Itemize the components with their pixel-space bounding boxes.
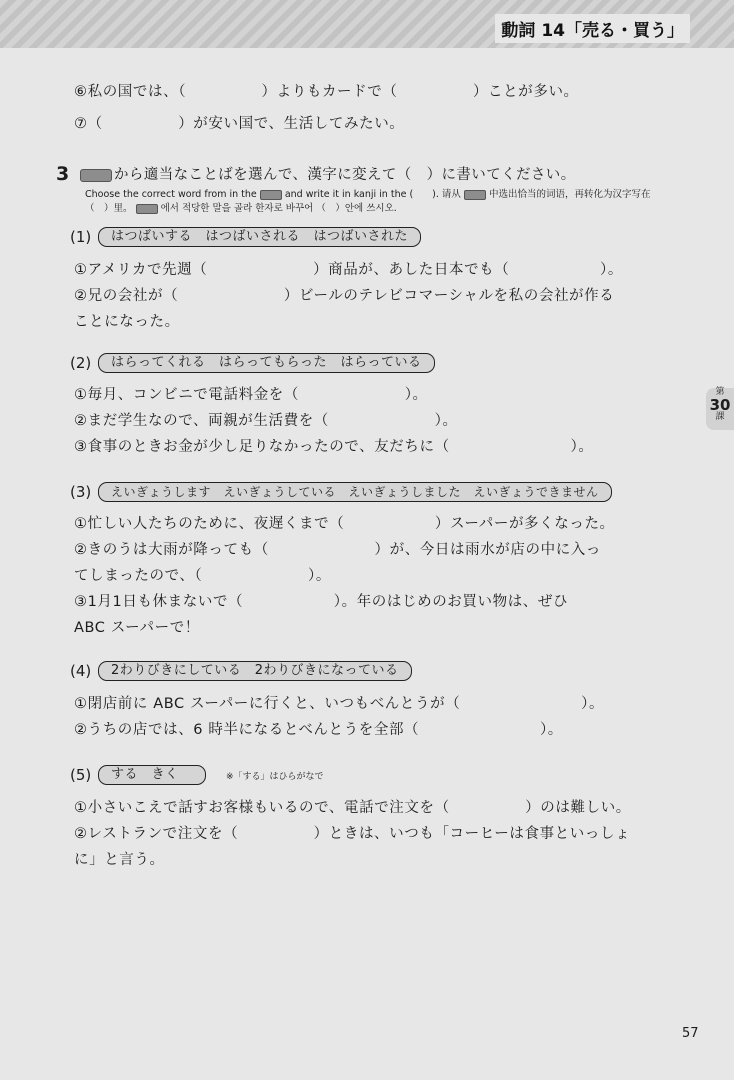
translation-text: and write it in kanji in the ( ). 请从 [284, 189, 461, 200]
instruction-translation-en [85, 186, 651, 200]
word-box-icon [80, 169, 112, 182]
tab-prefix: 第 [715, 387, 725, 397]
exercise-item: ABC スーパーで！ [74, 620, 200, 636]
section-instruction [80, 163, 576, 184]
exercise-item: ②まだ学生なので、両親が生活費を（ ）。 [74, 413, 458, 429]
exercise-item: ①毎月、コンビニで電話料金を（ ）。 [74, 387, 428, 403]
word-choice-box: はらってくれる はらってもらった はらっている [98, 353, 435, 373]
exercise-item: ①忙しい人たちのために、夜遅くまで（ ）スーパーが多くなった。 [74, 516, 615, 532]
word-box-icon [464, 190, 486, 200]
page-number: 57 [682, 1026, 699, 1041]
section-number: 3 [56, 163, 70, 185]
exercise-item: ①閉店前に ABC スーパーに行くと、いつもべんとうが（ ）。 [74, 696, 605, 712]
word-choice-box: する きく [98, 765, 206, 785]
exercise-item: ③食事のときお金が少し足りなかったので、友だちに（ ）。 [74, 439, 594, 455]
exercise-item: に」と言う。 [74, 852, 165, 868]
word-box-icon [260, 190, 282, 200]
tab-lesson-number: 30 [709, 396, 731, 414]
hiragana-note: ※「する」はひらがなで [226, 772, 324, 782]
exercise-item: ②うちの店では、6 時半になるとべんとうを全部（ ）。 [74, 722, 563, 738]
exercise-item: ①小さいこえで話すお客様もいるので、電話で注文を（ ）のは難しい。 [74, 800, 631, 816]
exercise-item: ②きのうは大雨が降っても（ ）が、今日は雨水が店の中に入っ [74, 542, 601, 558]
instruction-text: から適当なことばを選んで、漢字に変えて（ ）に書いてください。 [114, 167, 576, 183]
exercise-item: ⑦（ ）が安い国で、生活してみたい。 [74, 116, 405, 132]
instruction-translation-ko [85, 200, 397, 214]
exercise-item: ことになった。 [74, 314, 180, 330]
translation-text: 에서 적당한 말을 골라 한자로 바꾸어 （ ）안에 쓰시오. [160, 203, 397, 214]
word-box-icon [136, 204, 158, 214]
lesson-side-tab [706, 388, 734, 430]
tab-suffix: 課 [715, 412, 725, 422]
page-header [0, 0, 734, 48]
group-label: (3) [70, 483, 92, 501]
group-label: (5) [70, 766, 92, 784]
chapter-title: 動詞 14「売る・買う」 [495, 14, 690, 43]
word-choice-box: 2わりびきにしている 2わりびきになっている [98, 661, 412, 681]
exercise-item: ⑥私の国では、（ ）よりもカードで（ ）ことが多い。 [74, 84, 579, 100]
exercise-item: ①アメリカで先週（ ）商品が、あした日本でも（ ）。 [74, 262, 623, 278]
translation-text: Choose the correct word from in the [85, 189, 257, 200]
word-choice-box: えいぎょうします えいぎょうしている えいぎょうしました えいぎょうできません [98, 482, 612, 502]
group-label: (4) [70, 662, 92, 680]
translation-text: （ ）里。 [85, 203, 133, 214]
group-label: (2) [70, 354, 92, 372]
word-choice-box: はつばいする はつばいされる はつばいされた [98, 227, 421, 247]
exercise-item: ②レストランで注文を（ ）ときは、いつも「コーヒーは食事といっしょ [74, 826, 631, 842]
exercise-item: ③1月1日も休まないで（ ）。年のはじめのお買い物は、ぜひ [74, 594, 569, 610]
exercise-item: てしまったので、（ ）。 [74, 568, 332, 584]
translation-text: 中选出恰当的词语，再转化为汉字写在 [488, 189, 651, 200]
exercise-item: ②兄の会社が（ ）ビールのテレビコマーシャルを私の会社が作る [74, 288, 615, 304]
group-label: (1) [70, 228, 92, 246]
